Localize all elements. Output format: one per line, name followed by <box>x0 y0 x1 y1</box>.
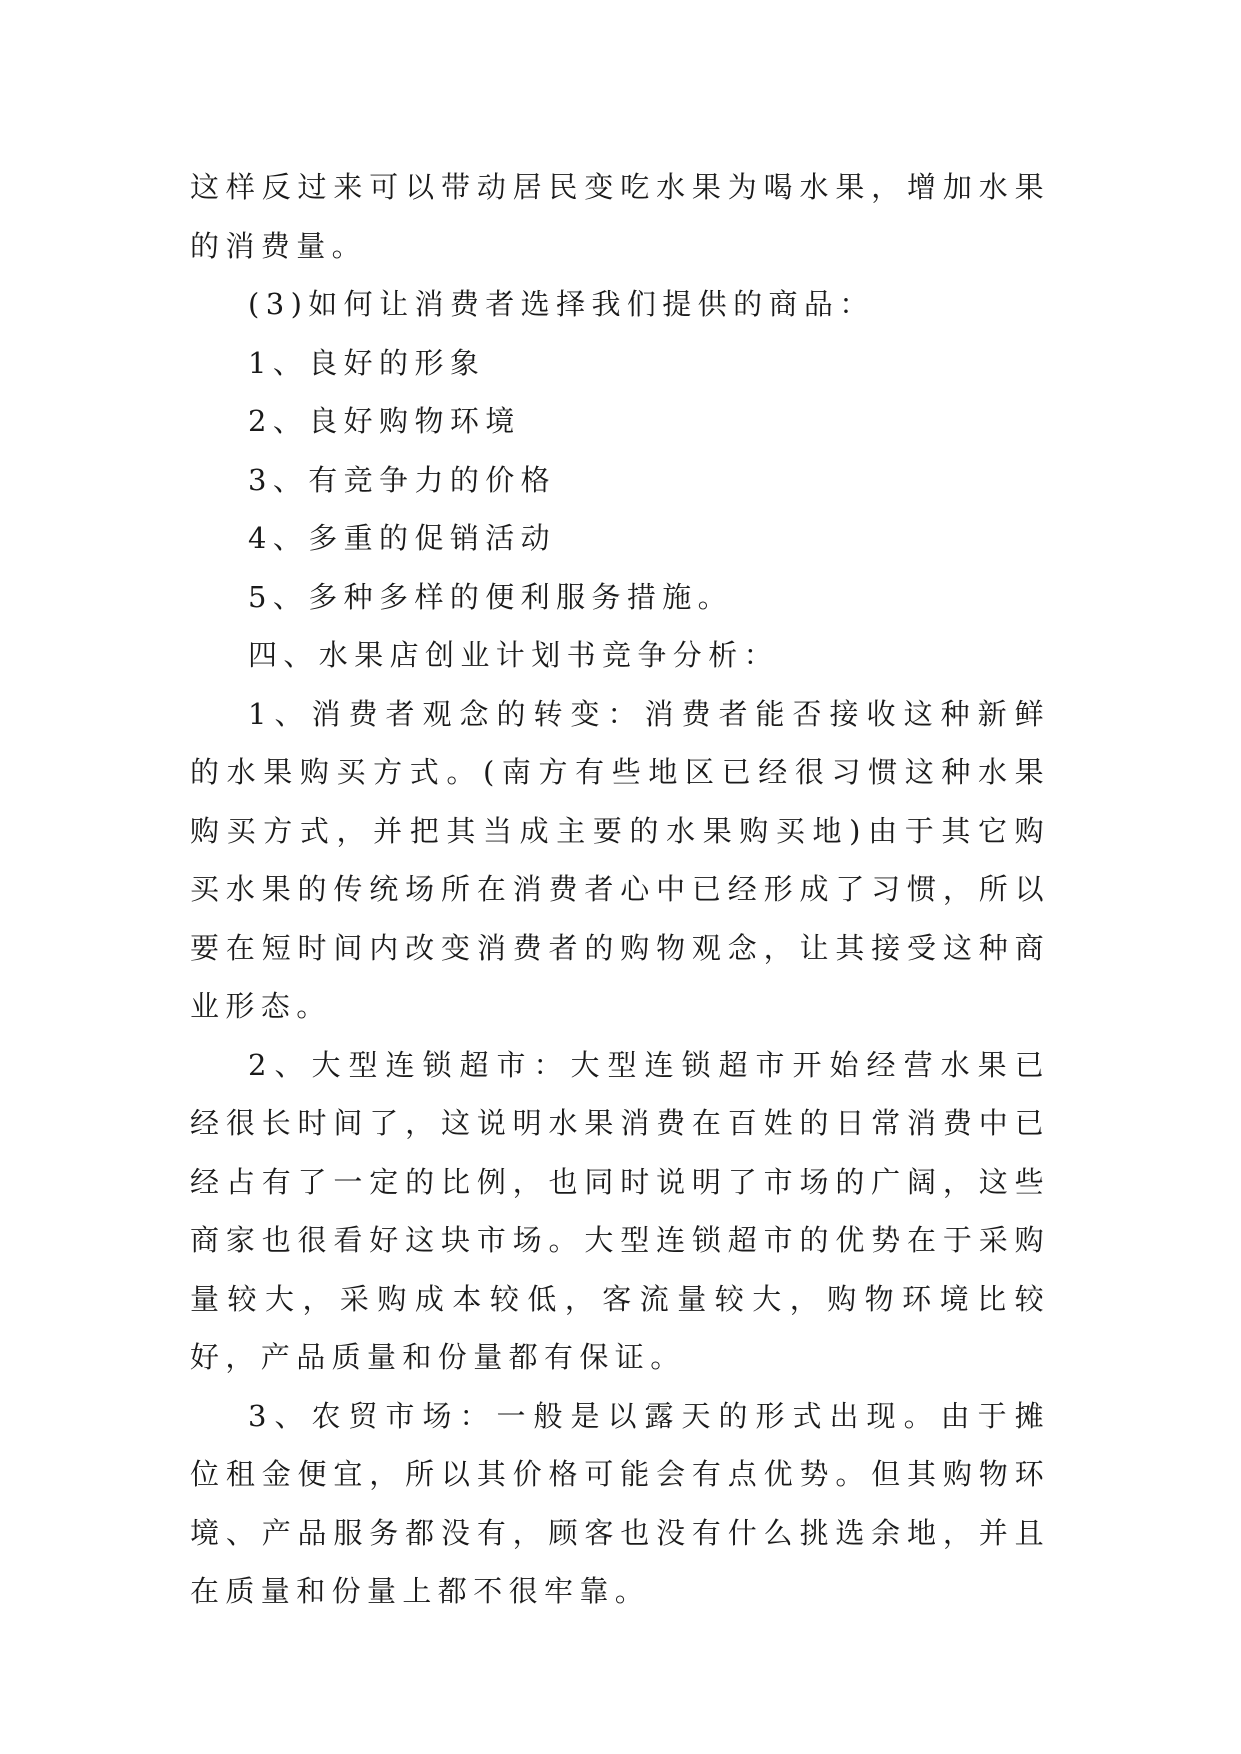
list-item-5: 5、多种多样的便利服务措施。 <box>248 579 734 614</box>
paragraph-consumer-concept: 1、消费者观念的转变：消费者能否接收这种新鲜的水果购买方式。(南方有些地区已经很习惯这种水果购买方式，并把其当成主要的水果购买地)由于其它购买水果的传统场所在消费者心中已经形成了习惯，所以要在短时间内改变消费者的购物观念，让其接受这种商业形态。 <box>190 696 1050 1023</box>
paragraph-farmers-market: 3、农贸市场：一般是以露天的形式出现。由于摊位租金便宜，所以其价格可能会有点优势。但其购物环境、产品服务都没有，顾客也没有什么挑选余地，并且在质量和份量上都不很牢靠。 <box>190 1398 1050 1608</box>
paragraph-continuation: 这样反过来可以带动居民变吃水果为喝水果，增加水果的消费量。 <box>190 170 1050 263</box>
list-item-4: 4、多重的促销活动 <box>248 521 557 555</box>
list-item-2: 2、良好购物环境 <box>248 404 521 438</box>
section-heading-competition: 四、水果店创业计划书竞争分析： <box>248 638 780 672</box>
list-item-1: 1、良好的形象 <box>248 345 486 380</box>
paragraph-section-heading-3: (3)如何让消费者选择我们提供的商品： <box>248 287 875 321</box>
list-item-3: 3、有竞争力的价格 <box>248 462 557 497</box>
document-body <box>190 158 1050 1621</box>
paragraph-supermarket: 2、大型连锁超市：大型连锁超市开始经营水果已经很长时间了，这说明水果消费在百姓的日常消费中已经占有了一定的比例，也同时说明了市场的广阔，这些商家也很看好这块市场。大型连锁超市的优势在于采购量较大，采购成本较低，客流量较大，购物环境比较好，产品质量和份量都有保证。 <box>190 1047 1050 1374</box>
